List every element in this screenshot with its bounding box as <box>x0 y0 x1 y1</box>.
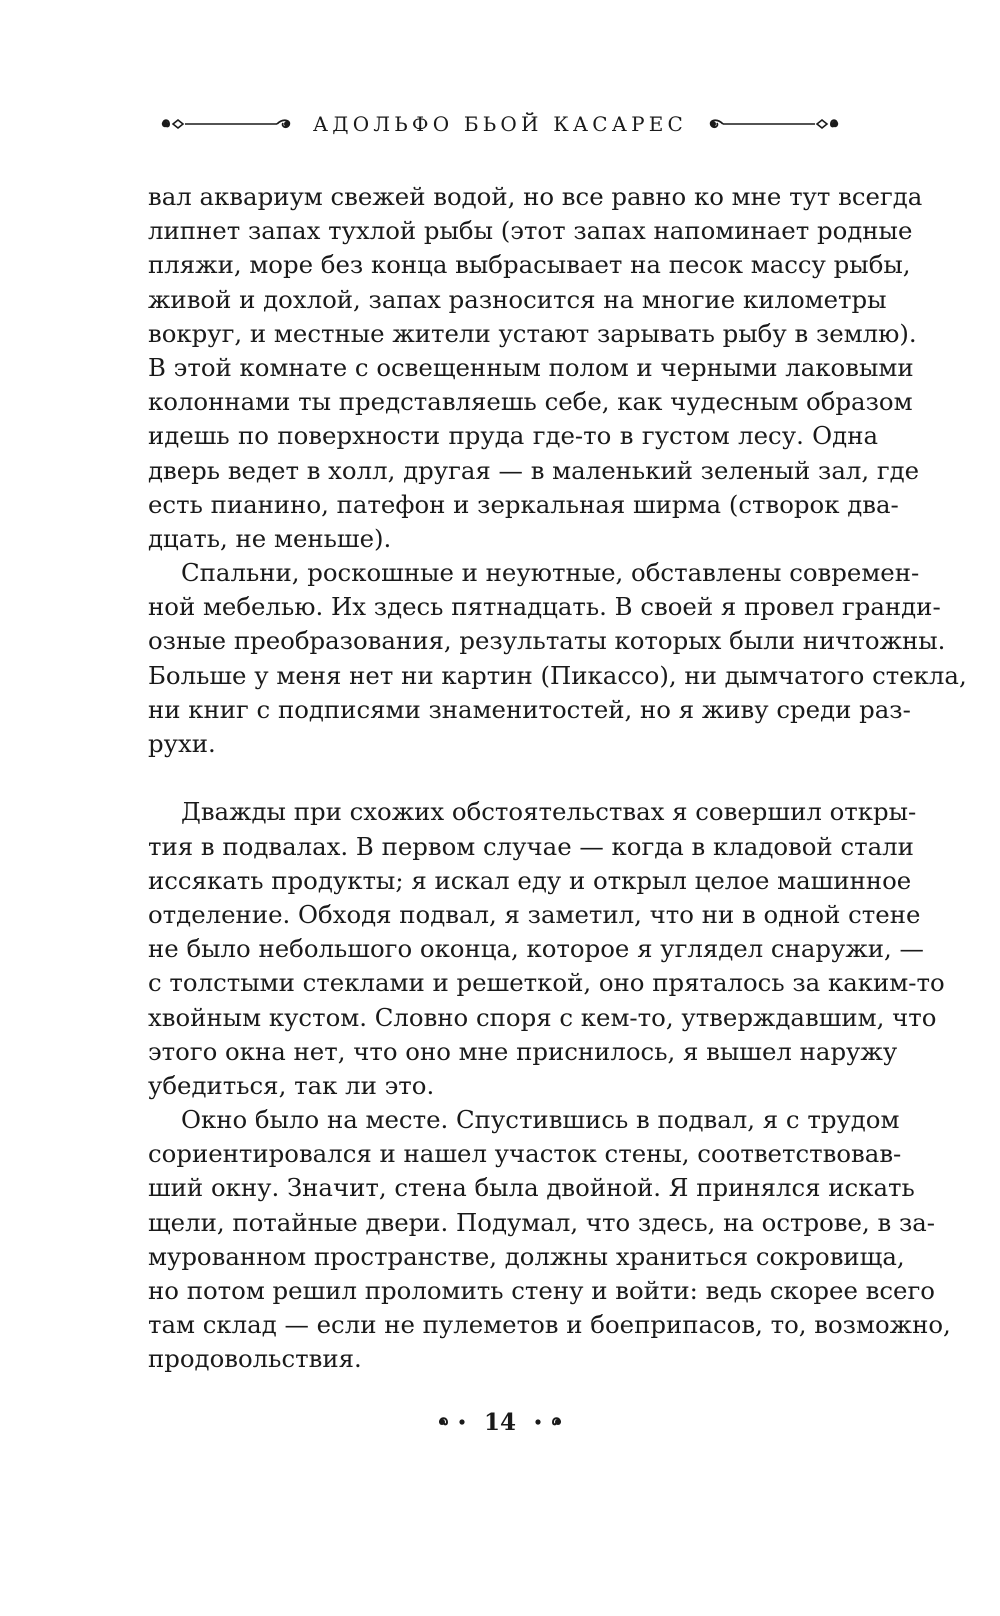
text-line: идешь по поверхности пруда где-то в густом лесу. Одна <box>148 421 878 451</box>
text-line: ной мебелью. Их здесь пятнадцать. В своей я провел гранди- <box>148 592 941 622</box>
text-line: этого окна нет, что оно мне приснилось, я вышел наружу <box>148 1036 898 1066</box>
text-line: дцать, не меньше). <box>148 523 392 553</box>
text-line: не было небольшого оконца, которое я углядел снаружи, — <box>148 934 924 964</box>
text-line: иссякать продукты; я искал еду и открыл целое машинное <box>148 865 912 895</box>
running-title: АДОЛЬФО БЬОЙ КАСАРЕС <box>312 112 688 136</box>
text-line: В этой комнате с освещенным полом и черными лаковыми <box>148 352 914 382</box>
text-line: ни книг с подписями знаменитостей, но я живу среди раз- <box>148 694 911 724</box>
text-line: Больше у меня нет ни картин (Пикассо), ни дымчатого стекла, <box>148 660 967 690</box>
text-line: есть пианино, патефон и зеркальная ширма (створок два- <box>148 489 899 519</box>
scroll-ornament-icon <box>701 113 841 135</box>
text-line: продовольствия. <box>148 1344 362 1374</box>
text-line: озные преобразования, результаты которых были ничтожны. <box>148 626 946 656</box>
dot-ornament-icon <box>522 1414 564 1430</box>
text-line: вал аквариум свежей водой, но все равно ко мне тут всегда <box>148 182 923 211</box>
text-line: Спальни, роскошные и неуютные, обставлены современ- <box>181 558 920 588</box>
text-line: сориентировался и нашел участок стены, соответствовав- <box>148 1139 902 1169</box>
page-number: 14 <box>483 1408 516 1436</box>
text-line: хвойным кустом. Словно споря с кем-то, утверждавшим, что <box>148 1002 937 1032</box>
text-line: пляжи, море без конца выбрасывает на песок массу рыбы, <box>148 250 911 280</box>
text-line: Дважды при схожих обстоятельствах я совершил откры- <box>181 797 917 827</box>
text-line: отделение. Обходя подвал, я заметил, что ни в одной стене <box>148 899 921 929</box>
text-line: колоннами ты представляешь себе, как чудесным образом <box>148 387 913 417</box>
text-line: липнет запах тухлой рыбы (этот запах напоминает родные <box>148 216 913 246</box>
text-line: тия в подвалах. В первом случае — когда в кладовой стали <box>148 831 914 861</box>
text-line: живой и дохлой, запах разносится на многие километры <box>148 284 887 314</box>
scroll-ornament-icon <box>159 113 299 135</box>
text-line: мурованном пространстве, должны храниться сокровища, <box>148 1241 905 1271</box>
text-line: вокруг, и местные жители устают зарывать рыбу в землю). <box>148 318 917 348</box>
text-line: ший окну. Значит, стена была двойной. Я принялся искать <box>148 1173 915 1203</box>
body-text <box>148 180 967 1377</box>
text-line: но потом решил проломить стену и войти: ведь скорее всего <box>148 1276 935 1305</box>
text-line: убедиться, так ли это. <box>148 1070 435 1100</box>
text-line: щели, потайные двери. Подумал, что здесь, на острове, в за- <box>148 1207 936 1237</box>
text-line: Окно было на месте. Спустившись в подвал, я с трудом <box>181 1105 900 1135</box>
running-header <box>0 104 1000 144</box>
dot-ornament-icon <box>436 1414 478 1430</box>
page-folio <box>0 1404 1000 1440</box>
text-line: дверь ведет в холл, другая — в маленький зеленый зал, где <box>148 455 920 485</box>
text-line: рухи. <box>148 729 216 758</box>
text-line: с толстыми стеклами и решеткой, оно пряталось за каким-то <box>148 968 945 998</box>
text-line: там склад — если не пулеметов и боеприпасов, то, возможно, <box>148 1310 951 1340</box>
section-break <box>148 761 878 795</box>
